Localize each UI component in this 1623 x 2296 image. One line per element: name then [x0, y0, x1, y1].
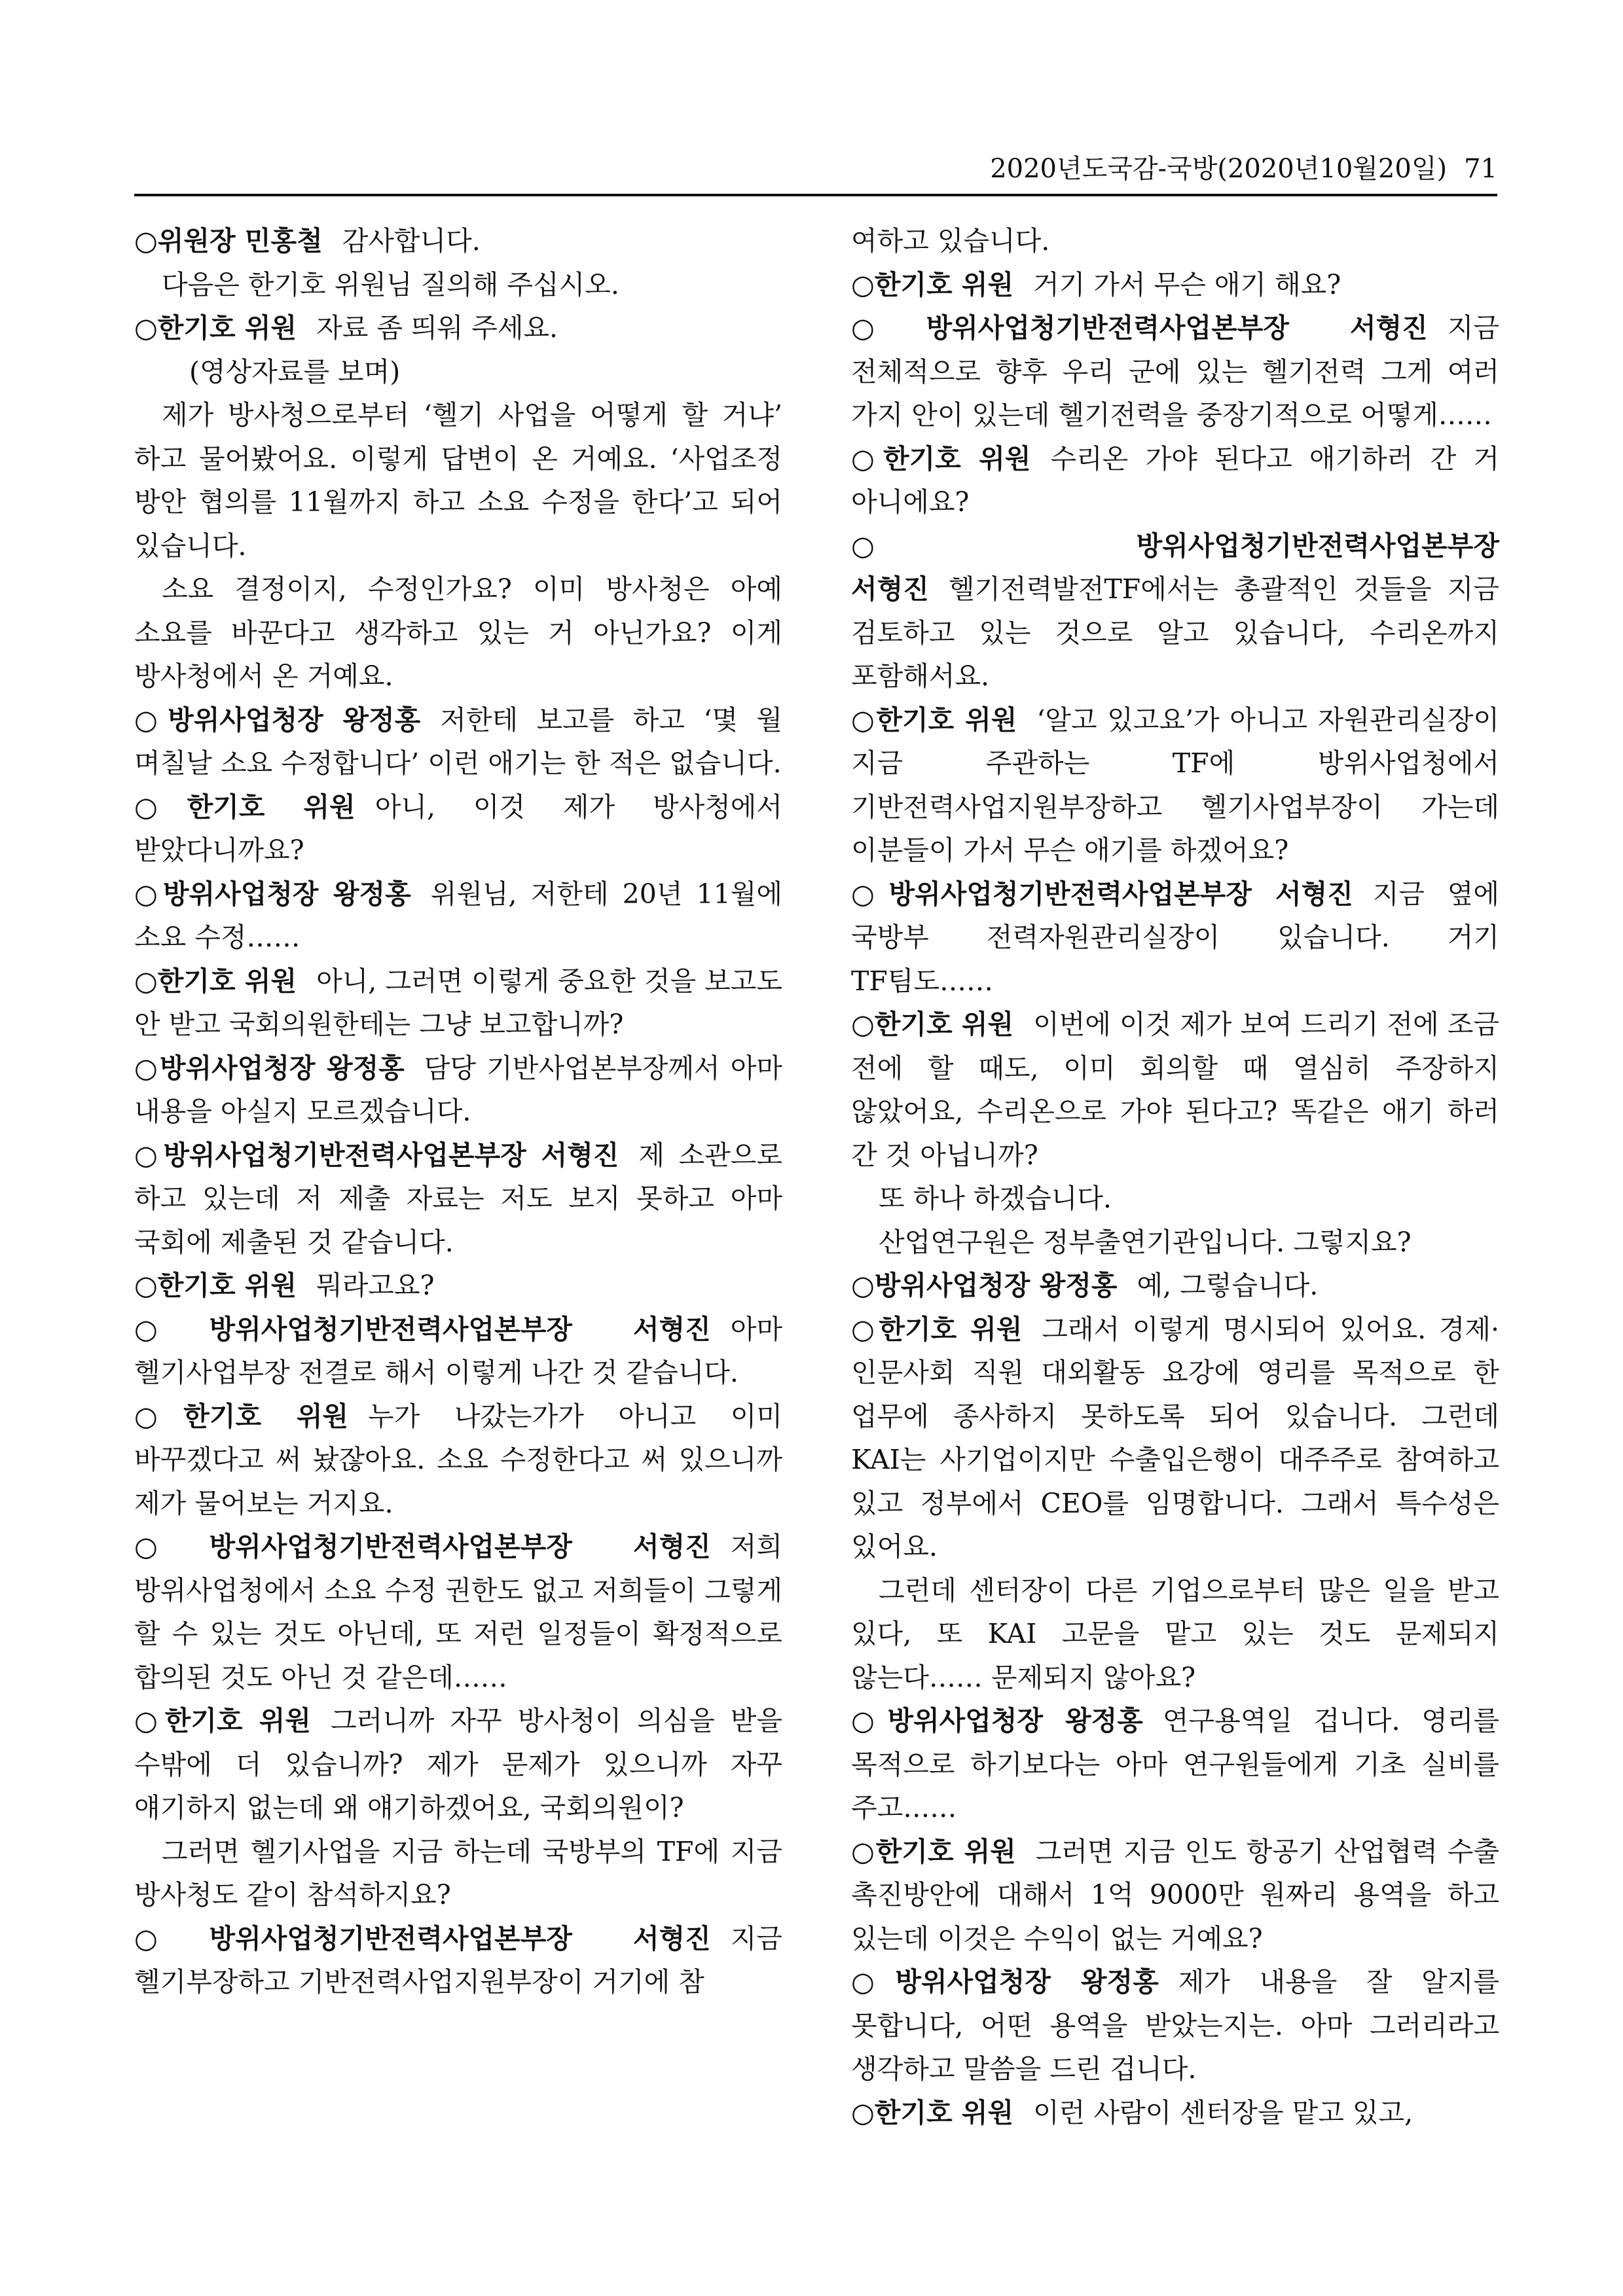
paragraph-text: 그런데 센터장이 다른 기업으로부터 많은 일을 받고 있다, 또 KAI 고문을 맡고 있는 것도 문제되지 않는다…… 문제되지 않아요? [851, 1574, 1499, 1693]
paragraph-text: 수리온 가야 된다고 애기하러 간 거 아니에요? [851, 442, 1499, 518]
speech-marker-icon: ○ [134, 1313, 210, 1345]
paragraph-text: 산업연구원은 정부출연기관입니다. 그렇지요? [879, 1226, 1412, 1258]
speech-paragraph [851, 2091, 1499, 2135]
speech-marker-icon: ○ [851, 1313, 879, 1345]
continuation-paragraph [134, 263, 782, 307]
paragraph-text: 제가 내용을 잘 알지를 못합니다, 어떤 용역을 받았는지는. 아마 그러리라고 생각하고 말씀을 드린 겁니다. [851, 1966, 1499, 2085]
speaker-name: 한기호 위원 [876, 704, 1017, 736]
paragraph-text: ‘알고 있고요’가 아니고 자원관리실장이 지금 주관하는 TF에 방위사업청에서 기반전력사업지원부장하고 헬기사업부장이 가는데 이분들이 가서 무슨 애기를 하겠어요? [851, 704, 1499, 866]
speech-marker-icon: ○ [134, 225, 158, 257]
speech-paragraph [134, 1308, 782, 1395]
speech-paragraph [134, 698, 782, 785]
speech-marker-icon: ○ [851, 1966, 896, 1998]
speaker-name: 방위사업청기반전력사업본부장 서형진 [926, 312, 1428, 344]
continuation-paragraph [134, 1830, 782, 1917]
speech-paragraph [851, 524, 1499, 698]
speech-marker-icon: ○ [134, 1922, 210, 1954]
paragraph-text: 이번에 이것 제가 보여 드리기 전에 조금 전에 할 때도, 이미 회의할 때 열심히 주장하지 않았어요, 수리온으로 가야 된다고? 똑같은 애기 하러 간 것 아닙니까? [851, 1009, 1499, 1171]
continuation-paragraph [851, 1221, 1499, 1265]
paragraph-text: 제가 방사청으로부터 ‘헬기 사업을 어떻게 할 거냐’ 하고 물어봤어요. 이렇게 답변이 온 거예요. ‘사업조정 방안 협의를 11월까지 하고 소요 수정을 한다’고 되어 있습니다. [134, 399, 782, 562]
speaker-name: 한기호 위원 [883, 442, 1031, 475]
paragraph-text: 아니, 그러면 이렇게 중요한 것을 보고도 안 받고 국회의원한테는 그냥 보고합니까? [134, 965, 782, 1040]
continuation-paragraph [134, 567, 782, 698]
speaker-name: 한기호 위원 [874, 1009, 1014, 1040]
speaker-name: 한기호 위원 [187, 791, 356, 823]
paragraph-text: 예, 그렇습니다. [1137, 1270, 1319, 1301]
paragraph-text: 거기 가서 무슨 애기 해요? [1033, 268, 1341, 300]
left-column [134, 219, 782, 2004]
header-title: 2020년도국감-국방(2020년10월20일) [990, 154, 1448, 184]
speech-marker-icon: ○ [134, 312, 158, 344]
stage-note [134, 350, 782, 394]
speaker-name: 방위사업청기반전력사업본부장 서형진 [209, 1531, 711, 1562]
speech-marker-icon: ○ [851, 704, 877, 736]
paragraph-text: 자료 좀 띄워 주세요. [316, 312, 558, 344]
paragraph-text: 저한테 보고를 하고 ‘몇 월 며칠날 소요 수정합니다’ 이런 애기는 한 적은 없습니다. [134, 704, 782, 779]
paragraph-text: 연구용역일 겁니다. 영리를 목적으로 하기보다는 아마 연구원들에게 기초 실비를 주고…… [851, 1705, 1500, 1823]
paragraph-text: 그러면 헬기사업을 지금 하는데 국방부의 TF에 지금 방사청도 같이 참석하지요? [134, 1835, 782, 1910]
paragraph-text: 지금 전체적으로 향후 우리 군에 있는 헬기전력 그게 여러 가지 안이 있는데 헬기전력을 중장기적으로 어떻게…… [851, 312, 1500, 431]
paragraph-text: 담당 기반사업본부장께서 아마 내용을 아실지 모르겠습니다. [134, 1052, 783, 1127]
speech-paragraph [851, 1003, 1499, 1177]
speaker-name: 방위사업청장 왕정홍 [159, 1052, 405, 1084]
page-number: 71 [1464, 154, 1497, 184]
speaker-name: 한기호 위원 [157, 965, 297, 997]
speech-paragraph [851, 263, 1499, 307]
speech-marker-icon: ○ [134, 878, 163, 910]
paragraph-text: 그러니까 자꾸 방사청이 의심을 받을 수밖에 더 있습니까? 제가 문제가 있으니까 자꾸 얘기하지 없는데 왜 얘기하겠어요, 국회의원이? [134, 1705, 782, 1823]
speech-paragraph [134, 872, 782, 960]
speech-paragraph [134, 1699, 782, 1830]
speech-paragraph [851, 437, 1499, 524]
paragraph-text: 위원님, 저한테 20년 11월에 소요 수정…… [134, 878, 782, 953]
paragraph-text: 감사합니다. [342, 225, 481, 257]
paragraph-text: 뭐라고요? [316, 1270, 435, 1301]
speaker-name: 한기호 위원 [164, 1705, 311, 1736]
paragraph-text: 아마 헬기사업부장 전결로 해서 이렇게 나간 것 같습니다. [134, 1313, 783, 1388]
speech-marker-icon: ○ [134, 1531, 210, 1562]
speaker-name: 방위사업청장 왕정홍 [887, 1705, 1143, 1736]
speech-paragraph [851, 1699, 1499, 1830]
speaker-name: 한기호 위원 [874, 268, 1014, 300]
paragraph-text: 지금 헬기부장하고 기반전력사업지원부장이 거기에 참 [134, 1922, 783, 1998]
paragraph-text: 아니, 이것 제가 방사청에서 받았다니까요? [134, 791, 783, 866]
speaker-name: 방위사업청기반전력사업본부장 서형진 [851, 529, 1499, 605]
speech-marker-icon: ○ [851, 878, 889, 910]
speech-marker-icon: ○ [134, 791, 187, 823]
continuation-paragraph [851, 219, 1499, 263]
paragraph-text: 또 하나 하겠습니다. [879, 1183, 1112, 1214]
speech-marker-icon: ○ [134, 1400, 184, 1432]
speech-paragraph [134, 1525, 782, 1699]
continuation-paragraph [851, 1569, 1499, 1700]
speech-paragraph [134, 1047, 782, 1134]
speech-marker-icon: ○ [851, 1270, 875, 1301]
speech-marker-icon: ○ [851, 442, 883, 475]
speaker-name: 한기호 위원 [157, 312, 297, 344]
speaker-name: 한기호 위원 [183, 1400, 349, 1432]
speech-marker-icon: ○ [134, 1139, 164, 1171]
paragraph-text: (영상자료를 보며) [189, 355, 401, 387]
speaker-name: 한기호 위원 [879, 1313, 1023, 1345]
speech-marker-icon: ○ [134, 1705, 165, 1736]
paragraph-text: 여하고 있습니다. [851, 225, 1050, 257]
continuation-paragraph [851, 1177, 1499, 1221]
speech-paragraph [851, 872, 1499, 1003]
speaker-name: 방위사업청장 왕정홍 [168, 704, 421, 736]
paragraph-text: 누가 나갔는가가 아니고 이미 바꾸겠다고 써 놨잖아요. 소요 수정한다고 써 있으니까 제가 물어보는 거지요. [134, 1400, 782, 1519]
speaker-name: 방위사업청장 왕정홍 [895, 1966, 1159, 1998]
speech-paragraph [134, 219, 782, 263]
paragraph-text: 다음은 한기호 위원님 질의해 주십시오. [162, 268, 619, 300]
speaker-name: 방위사업청기반전력사업본부장 서형진 [163, 1139, 619, 1171]
speech-paragraph [134, 1134, 782, 1265]
paragraph-text: 저희 방위사업청에서 소요 수정 권한도 없고 저희들이 그렇게 할 수 있는 것도 아닌데, 또 저런 일정들이 확정적으로 합의된 것도 아닌 것 같은데…… [134, 1531, 783, 1693]
speech-paragraph [134, 1917, 782, 2004]
page-header [134, 149, 1497, 188]
speech-paragraph [134, 1264, 782, 1308]
paragraph-text: 이런 사람이 센터장을 맡고 있고, [1033, 2096, 1413, 2128]
speaker-name: 방위사업청기반전력사업본부장 서형진 [888, 878, 1353, 910]
speech-marker-icon: ○ [851, 312, 926, 344]
paragraph-text: 그러면 지금 인도 항공기 산업협력 수출 촉진방안에 대해서 1억 9000만 원짜리 용역을 하고 있는데 이것은 수익이 없는 거예요? [851, 1835, 1499, 1954]
speech-paragraph [851, 1264, 1499, 1308]
speech-marker-icon: ○ [851, 2096, 875, 2128]
paragraph-text: 그래서 이렇게 명시되어 있어요. 경제·인문사회 직원 대외활동 요강에 영리를 목적으로 한 업무에 종사하지 못하도록 되어 있습니다. 그런데 KAI는 사기업이지만 수출입은행이 대주주로 참여하고 있고 정부에서 CEO를 임명합니다. 그래서 특수성은 있어요. [851, 1313, 1499, 1562]
paragraph-text: 지금 옆에 국방부 전력자원관리실장이 있습니다. 거기 TF팀도…… [851, 878, 1499, 997]
speaker-name: 한기호 위원 [874, 2096, 1014, 2128]
speech-marker-icon: ○ [851, 1705, 888, 1736]
speech-marker-icon: ○ [851, 529, 1137, 562]
speaker-name: 한기호 위원 [875, 1835, 1016, 1867]
speaker-name: 한기호 위원 [157, 1270, 297, 1301]
speaker-name: 방위사업청장 왕정홍 [162, 878, 411, 910]
speech-marker-icon: ○ [851, 1835, 876, 1867]
speech-paragraph [851, 1960, 1499, 2091]
speech-paragraph [134, 1395, 782, 1526]
speech-marker-icon: ○ [134, 704, 168, 736]
paragraph-text: 소요 결정이지, 수정인가요? 이미 방사청은 아예 소요를 바꾼다고 생각하고 있는 거 아닌가요? 이게 방사청에서 온 거예요. [134, 573, 782, 692]
speech-marker-icon: ○ [851, 268, 875, 300]
speech-paragraph [851, 1830, 1499, 1961]
speech-marker-icon: ○ [134, 1052, 160, 1084]
speaker-name: 방위사업청기반전력사업본부장 서형진 [209, 1922, 711, 1954]
speech-paragraph [851, 1308, 1499, 1569]
speech-paragraph [851, 698, 1499, 872]
speaker-name: 위원장 민홍철 [157, 225, 323, 257]
continuation-paragraph [134, 393, 782, 567]
speech-paragraph [134, 960, 782, 1047]
header-rule [134, 194, 1497, 196]
speech-marker-icon: ○ [134, 965, 158, 997]
speech-marker-icon: ○ [851, 1009, 875, 1040]
right-column [851, 219, 1499, 2134]
speech-paragraph [134, 785, 782, 872]
speaker-name: 방위사업청기반전력사업본부장 서형진 [209, 1313, 711, 1345]
paragraph-text: 헬기전력발전TF에서는 총괄적인 것들을 지금 검토하고 있는 것으로 알고 있습니다, 수리온까지 포함해서요. [851, 573, 1499, 692]
speaker-name: 방위사업청장 왕정홍 [874, 1270, 1118, 1301]
speech-paragraph [134, 306, 782, 350]
paragraph-text: 제 소관으로 하고 있는데 저 제출 자료는 저도 보지 못하고 아마 국회에 제출된 것 같습니다. [134, 1139, 783, 1258]
speech-marker-icon: ○ [134, 1270, 158, 1301]
speech-paragraph [851, 306, 1499, 437]
